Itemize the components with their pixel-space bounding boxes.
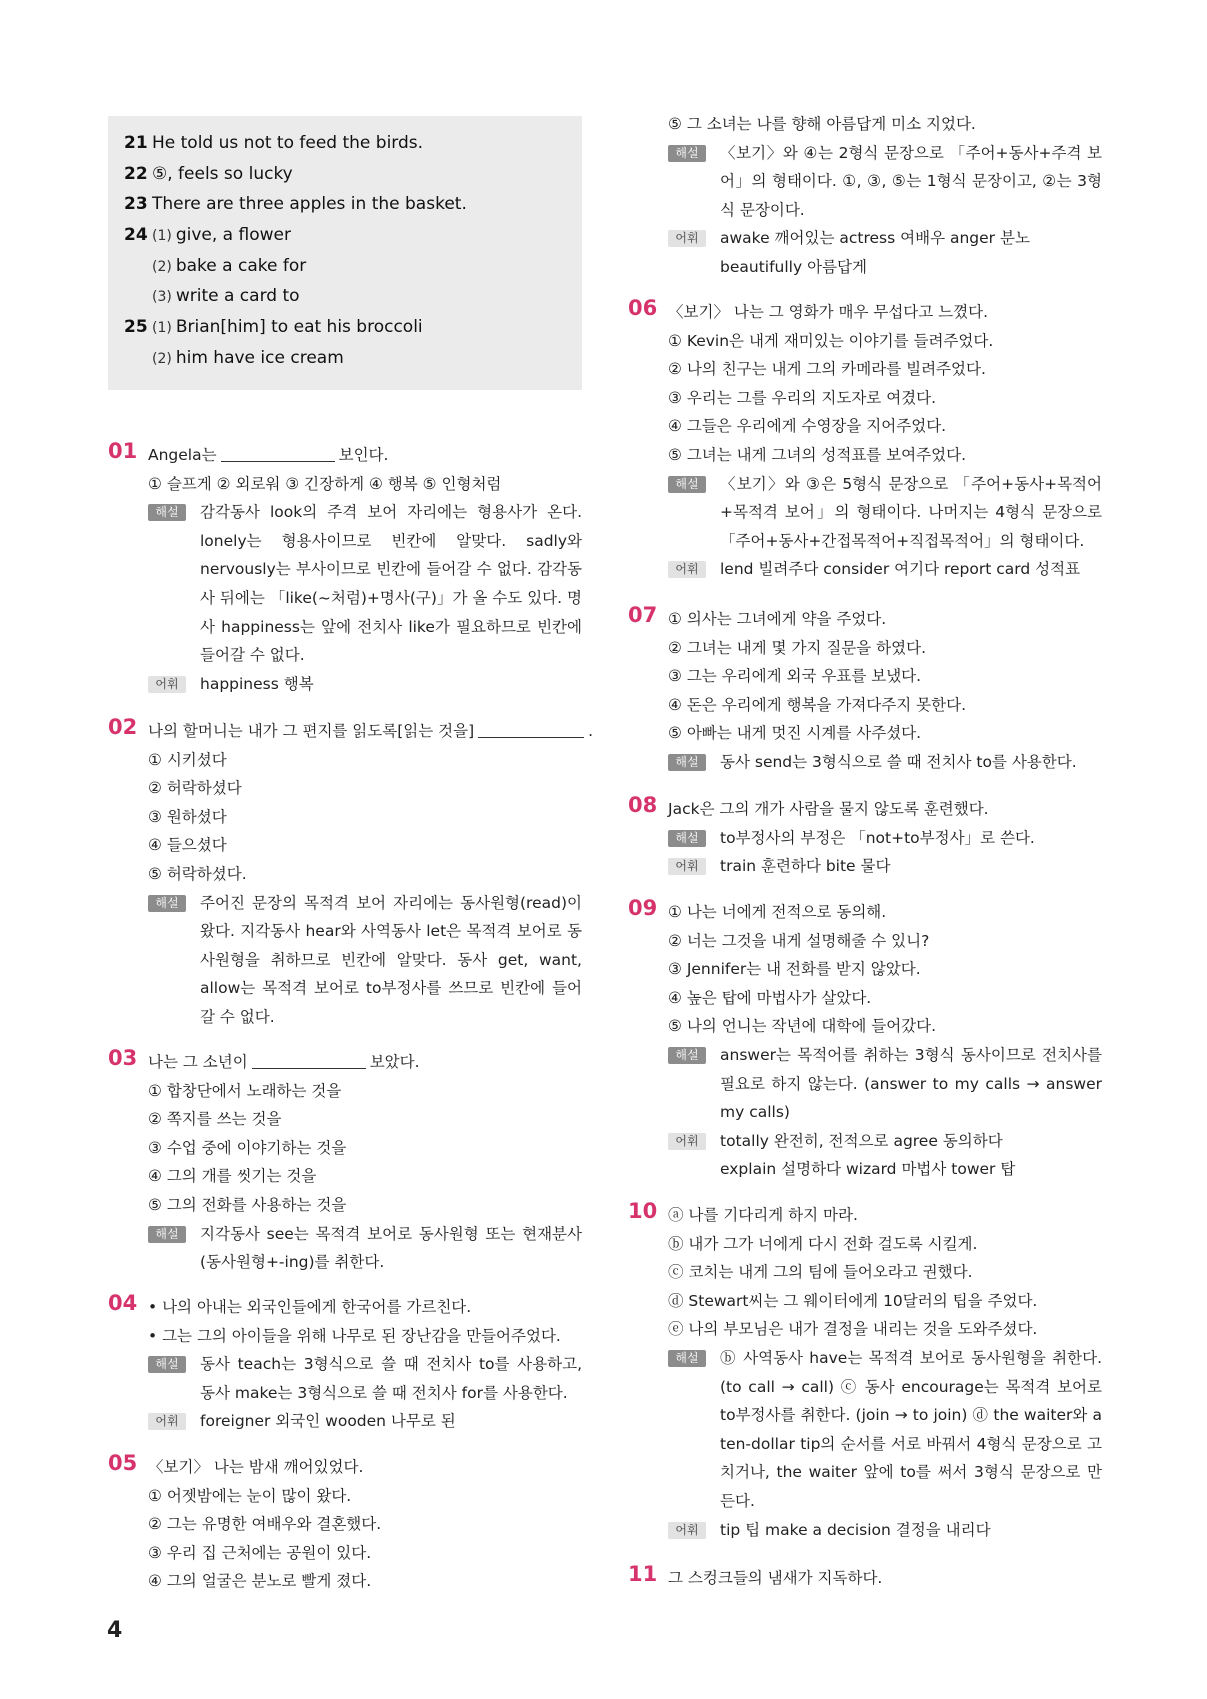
question-prompt: 〈보기〉 나는 밤새 깨어있었다. <box>148 1458 364 1476</box>
vocabulary-tag: 어휘 <box>668 230 706 247</box>
answer-blank <box>478 719 584 738</box>
option: ⑤ 그녀는 내게 그녀의 성적표를 보여주었다. <box>668 445 966 464</box>
answer-item: 23 There are three apples in the basket. <box>124 194 467 215</box>
question-number: 06 <box>628 296 658 320</box>
explanation-block <box>668 1344 1102 1516</box>
explanation-tag: 해설 <box>148 895 186 912</box>
option: ① 나는 너에게 전적으로 동의해. <box>668 903 887 921</box>
bullet-sentence: • 그는 그의 아이들을 위해 나무로 된 장난감을 만들어주었다. <box>148 1326 561 1345</box>
answer-key-box <box>108 116 582 390</box>
question-prompt: Angela는 보인다. <box>148 441 582 470</box>
explanation-tag: 해설 <box>148 504 186 521</box>
vocabulary-tag: 어휘 <box>668 858 706 875</box>
question-02 <box>108 715 594 1032</box>
question-number: 02 <box>108 715 138 739</box>
explanation-text: 감각동사 look의 주격 보어 자리에는 형용사가 온다. lonely는 형용사이므로 빈칸에 알맞다. sadly와 nervously는 부사이므로 빈칸에 들어갈 수 없다. 감각동사 뒤에는 「like(~처럼)+명사(구)」가 올 수도 있다. 명사 happiness는 앞에 전치사 like가 필요하므로 빈칸에 들어갈 수 없다. <box>200 503 582 665</box>
option: ③ 우리는 그를 우리의 지도자로 여겼다. <box>668 388 937 407</box>
vocabulary-text: train 훈련하다 bite 물다 <box>720 857 891 876</box>
question-08 <box>628 795 1102 881</box>
vocabulary-text: happiness 행복 <box>200 674 314 693</box>
question-03 <box>108 1048 582 1277</box>
question-05-continued <box>628 110 1102 282</box>
answer-item: (3) write a card to <box>152 286 300 307</box>
option: ⑤ 나의 언니는 작년에 대학에 들어갔다. <box>668 1017 937 1036</box>
option: ④ 돈은 우리에게 행복을 가져다주지 못한다. <box>668 695 966 714</box>
option: ② 나의 친구는 내게 그의 카메라를 빌려주었다. <box>668 360 986 379</box>
explanation-tag: 해설 <box>668 1047 706 1064</box>
option: ⓒ 코치는 내게 그의 팀에 들어오라고 권했다. <box>668 1263 973 1282</box>
option: ② 허락하셨다 <box>148 779 242 798</box>
explanation-block <box>148 889 582 1032</box>
question-number: 11 <box>628 1562 658 1586</box>
answer-item: 21 He told us not to feed the birds. <box>124 133 424 153</box>
option: ⓐ 나를 기다리게 하지 마라. <box>668 1206 858 1224</box>
explanation-tag: 해설 <box>148 1226 186 1243</box>
answer-item: 24 (1) give, a flower <box>124 225 291 246</box>
option: ④ 그의 얼굴은 분노로 빨게 졌다. <box>148 1572 372 1591</box>
explanation-block <box>148 1220 582 1277</box>
vocabulary-tag: 어휘 <box>668 1522 706 1539</box>
vocabulary-tag: 어휘 <box>668 1133 706 1150</box>
question-05 <box>108 1453 582 1596</box>
explanation-tag: 해설 <box>148 1356 186 1373</box>
option-line: ① 슬프게 ② 외로워 ③ 긴장하게 ④ 행복 ⑤ 인형처럼 <box>148 474 502 493</box>
question-number: 05 <box>108 1451 138 1475</box>
explanation-block <box>668 139 1102 225</box>
answer-item: (2) bake a cake for <box>152 255 307 276</box>
vocabulary-block <box>668 1516 1102 1545</box>
vocabulary-text: foreigner 외국인 wooden 나무로 된 <box>200 1412 456 1431</box>
option: ⑤ 허락하셨다. <box>148 864 247 883</box>
explanation-block <box>668 1041 1102 1127</box>
explanation-tag: 해설 <box>668 754 706 771</box>
option: ⑤ 그 소녀는 나를 향해 아름답게 미소 지었다. <box>668 115 976 133</box>
explanation-tag: 해설 <box>668 145 706 162</box>
vocabulary-block <box>668 1127 1102 1184</box>
question-01 <box>108 441 582 698</box>
explanation-text: 동사 teach는 3형식으로 쓸 때 전치사 to를 사용하고, 동사 make는 3형식으로 쓸 때 전치사 for를 사용한다. <box>200 1355 582 1402</box>
explanation-text: 지각동사 see는 목적격 보어로 동사원형 또는 현재분사(동사원형+-ing)를 취한다. <box>200 1224 582 1272</box>
vocabulary-tag: 어휘 <box>668 561 706 578</box>
option: ② 쪽지를 쓰는 것을 <box>148 1110 282 1129</box>
vocabulary-text: explain 설명하다 wizard 마법사 tower 탑 <box>720 1160 1016 1179</box>
question-prompt: Jack은 그의 개가 사람을 물지 않도록 훈련했다. <box>668 800 989 818</box>
explanation-text: 동사 send는 3형식으로 쓸 때 전치사 to를 사용한다. <box>720 752 1077 771</box>
question-prompt: 나는 그 소년이 보았다. <box>148 1048 582 1077</box>
answer-blank <box>252 1050 366 1069</box>
explanation-text: 〈보기〉와 ③은 5형식 문장으로 「주어+동사+목적어+목적격 보어」의 형태이다. 나머지는 4형식 문장으로 「주어+동사+간접목적어+직접목적어」의 형태이다. <box>720 474 1102 550</box>
option: ④ 그들은 우리에게 수영장을 지어주었다. <box>668 417 947 436</box>
explanation-block <box>668 470 1102 556</box>
explanation-text: 주어진 문장의 목적격 보어 자리에는 동사원형(read)이 왔다. 지각동사 hear와 사역동사 let은 목적격 보어로 동사원형을 취하므로 빈칸에 알맞다. 동사 get, want, allow는 목적격 보어로 to부정사를 쓰므로 빈칸에 들어갈 수 없다. <box>200 893 582 1026</box>
vocabulary-text: beautifully 아름답게 <box>720 257 867 276</box>
explanation-text: 〈보기〉와 ④는 2형식 문장으로 「주어+동사+주격 보어」의 형태이다. ①, ③, ⑤는 1형식 문장이고, ②는 3형식 문장이다. <box>720 143 1102 219</box>
answer-item: 25 (1) Brian[him] to eat his broccoli <box>124 317 423 338</box>
explanation-block <box>668 748 1102 777</box>
question-number: 10 <box>628 1199 658 1223</box>
explanation-text: to부정사의 부정은 「not+to부정사」로 쓴다. <box>720 828 1035 847</box>
vocabulary-block <box>148 670 582 699</box>
vocabulary-block <box>668 224 1102 281</box>
vocabulary-text: totally 완전히, 전적으로 agree 동의하다 <box>720 1131 1003 1150</box>
option: ① 시키셨다 <box>148 750 227 769</box>
option: ④ 높은 탑에 마법사가 살았다. <box>668 988 872 1007</box>
vocabulary-text: awake 깨어있는 actress 여배우 anger 분노 <box>720 229 1030 248</box>
explanation-text: answer는 목적어를 취하는 3형식 동사이므로 전치사를 필요로 하지 않는다. (answer to my calls → answer my calls) <box>720 1045 1102 1122</box>
answer-item: (2) him have ice cream <box>152 347 344 368</box>
answer-blank <box>221 443 335 462</box>
question-prompt: 나의 할머니는 내가 그 편지를 읽도록[읽는 것을] . <box>148 717 582 746</box>
question-prompt: 〈보기〉 나는 그 영화가 매우 무섭다고 느꼈다. <box>668 303 989 321</box>
question-number: 04 <box>108 1291 138 1315</box>
option: ② 너는 그것을 내게 설명해줄 수 있니? <box>668 931 930 950</box>
question-10 <box>628 1201 1102 1544</box>
question-09 <box>628 898 1102 1184</box>
explanation-block <box>148 498 582 670</box>
option: ③ 우리 집 근처에는 공원이 있다. <box>148 1543 372 1562</box>
explanation-tag: 해설 <box>668 476 706 493</box>
vocabulary-text: lend 빌려주다 consider 여기다 report card 성적표 <box>720 560 1081 579</box>
page-number: 4 <box>107 1618 123 1643</box>
question-04 <box>108 1293 582 1436</box>
question-number: 08 <box>628 793 658 817</box>
vocabulary-tag: 어휘 <box>148 676 186 693</box>
explanation-tag: 해설 <box>668 1350 706 1367</box>
question-number: 07 <box>628 603 658 627</box>
option: ⑤ 그의 전화를 사용하는 것을 <box>148 1195 347 1214</box>
option: ⓔ 나의 부모님은 내가 결정을 내리는 것을 도와주셨다. <box>668 1320 1038 1339</box>
bullet-sentence: • 나의 아내는 외국인들에게 한국어를 가르친다. <box>148 1298 472 1316</box>
explanation-tag: 해설 <box>668 830 706 847</box>
question-number: 03 <box>108 1046 138 1070</box>
vocabulary-block <box>668 555 1102 584</box>
vocabulary-text: tip 팁 make a decision 결정을 내리다 <box>720 1520 991 1539</box>
answer-item: 22 ⑤, feels so lucky <box>124 163 293 184</box>
question-number: 09 <box>628 896 658 920</box>
option: ⓑ 내가 그가 너에게 다시 전화 걸도록 시킬게. <box>668 1234 978 1253</box>
option: ① Kevin은 내게 재미있는 이야기를 들려주었다. <box>668 331 994 350</box>
option: ⓓ Stewart씨는 그 웨이터에게 10달러의 팁을 주었다. <box>668 1291 1038 1310</box>
option: ① 합창단에서 노래하는 것을 <box>148 1081 342 1100</box>
option: ③ 그는 우리에게 외국 우표를 보냈다. <box>668 667 922 686</box>
vocabulary-block <box>148 1407 582 1436</box>
vocabulary-block <box>668 852 1102 881</box>
question-number: 01 <box>108 439 138 463</box>
option: ③ Jennifer는 내 전화를 받지 않았다. <box>668 960 921 979</box>
option: ③ 수업 중에 이야기하는 것을 <box>148 1138 347 1157</box>
option: ② 그녀는 내게 몇 가지 질문을 하였다. <box>668 638 927 657</box>
question-11 <box>628 1564 1102 1593</box>
option: ③ 원하셨다 <box>148 807 227 826</box>
option: ⑤ 아빠는 내게 멋진 시계를 사주셨다. <box>668 724 922 743</box>
option: ④ 그의 개를 씻기는 것을 <box>148 1167 317 1186</box>
explanation-text: ⓑ 사역동사 have는 목적격 보어로 동사원형을 취한다. (to call → call) ⓒ 동사 encourage는 목적격 보어로 to부정사를 취한다. (join → to join) ⓓ the waiter와 a ten-dollar tip의 순서를 서로 바꿔서 4형식 문장으로 고치거나, the waiter 앞에 to를 써서 3형식 문장으로 만든다. <box>720 1348 1102 1510</box>
option: ① 의사는 그녀에게 약을 주었다. <box>668 610 887 628</box>
explanation-block <box>668 824 1102 853</box>
question-prompt: 그 스컹크들의 냄새가 지독하다. <box>668 1569 883 1587</box>
option: ④ 들으셨다 <box>148 836 227 855</box>
option: ① 어젯밤에는 눈이 많이 왔다. <box>148 1486 352 1505</box>
vocabulary-tag: 어휘 <box>148 1413 186 1430</box>
question-07 <box>628 605 1102 777</box>
question-06 <box>628 298 1102 584</box>
option: ② 그는 유명한 여배우와 결혼했다. <box>148 1515 382 1534</box>
explanation-block <box>148 1350 582 1407</box>
